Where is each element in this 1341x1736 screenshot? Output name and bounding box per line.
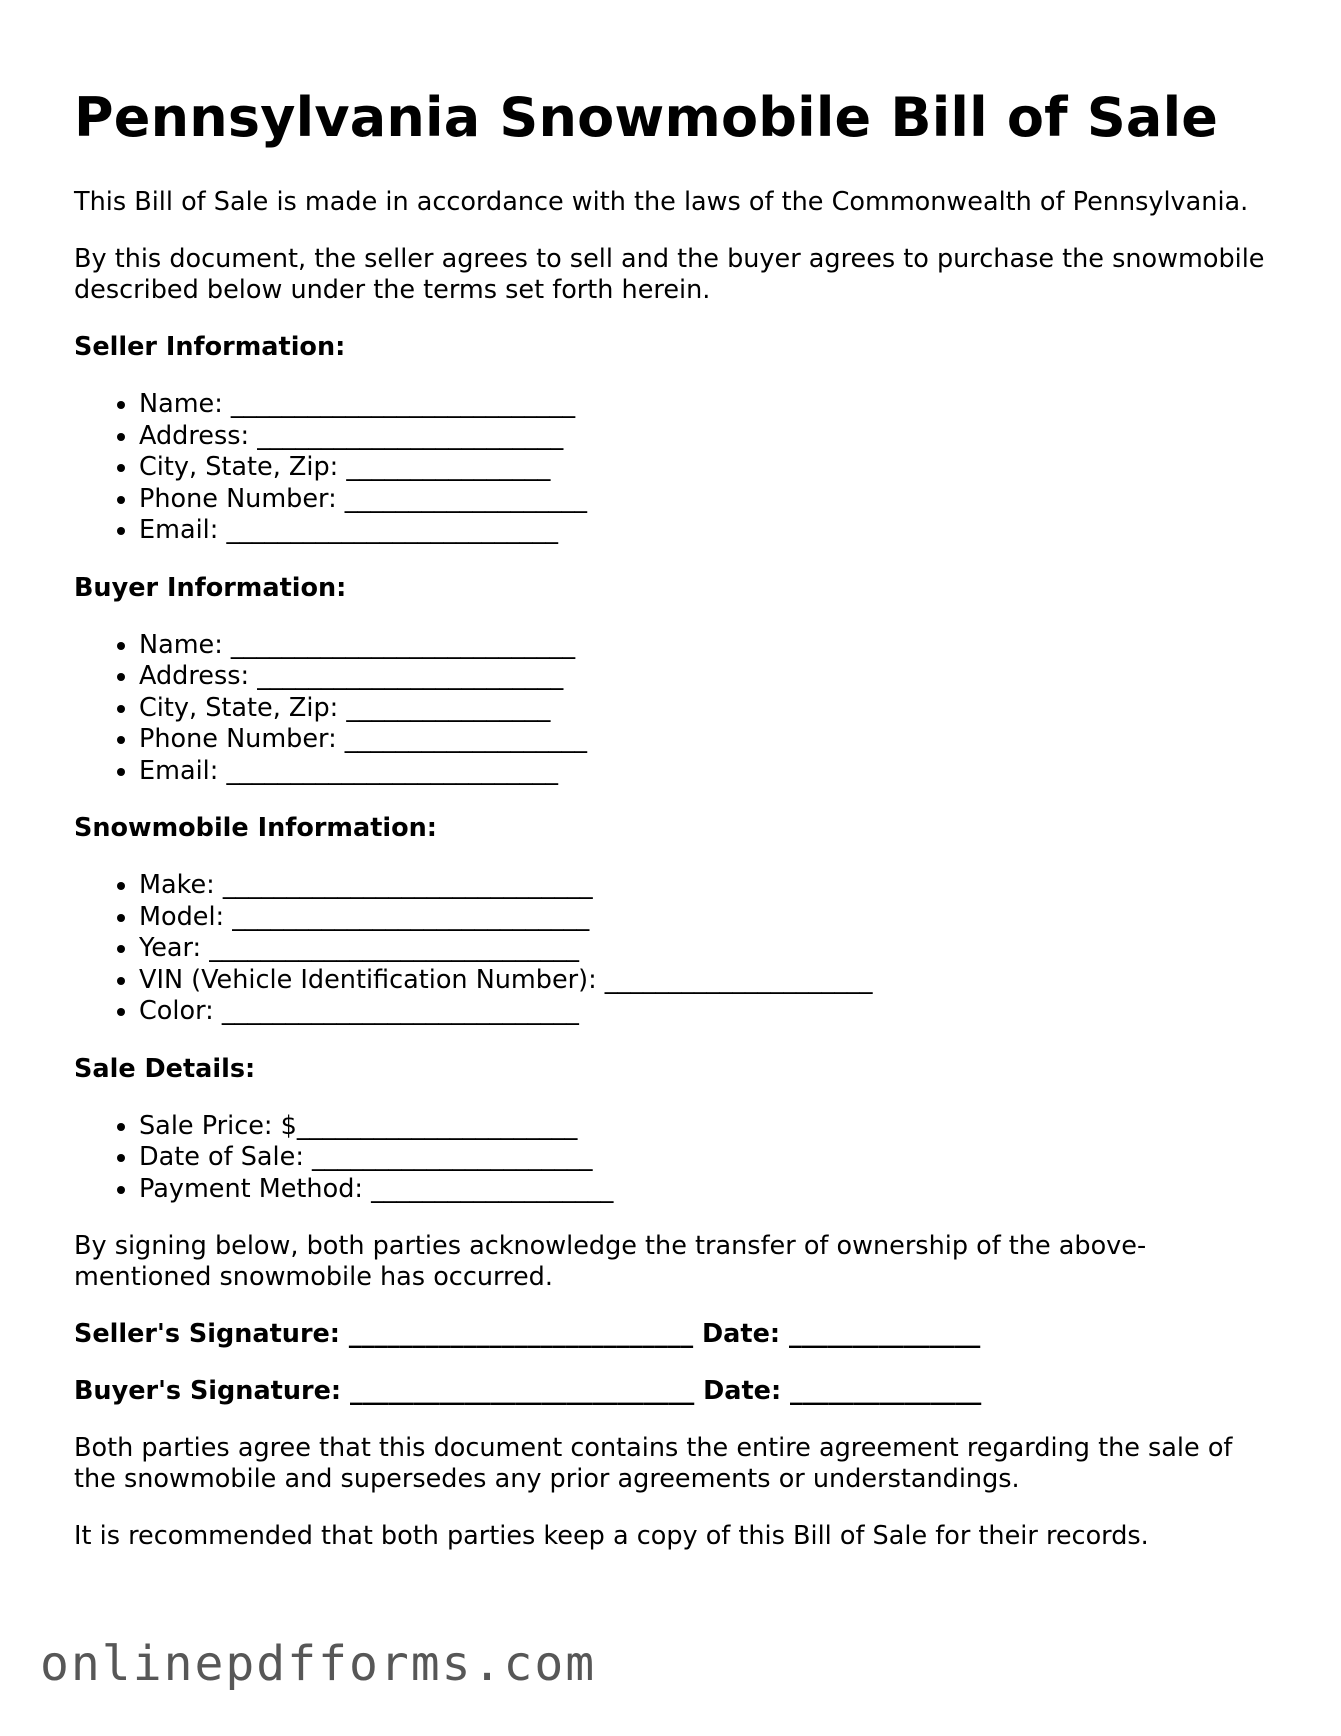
seller-name-field[interactable]: • Name: ___________________________: [139, 389, 1274, 421]
snowmobile-vin-field[interactable]: • VIN (Vehicle Identification Number): _____________________: [139, 965, 1274, 997]
seller-fields-list: [74, 389, 1274, 547]
snowmobile-year-field[interactable]: • Year: _____________________________: [139, 933, 1274, 965]
buyer-address-field[interactable]: • Address: ________________________: [139, 661, 1274, 693]
closing-paragraph-2: It is recommended that both parties keep a copy of this Bill of Sale for their records.: [74, 1521, 1149, 1552]
buyer-section-heading: Buyer Information:: [74, 572, 347, 603]
snowmobile-make-field[interactable]: • Make: _____________________________: [139, 870, 1274, 902]
payment-method-field[interactable]: • Payment Method: ___________________: [139, 1174, 1274, 1206]
buyer-city-state-zip-field[interactable]: • City, State, Zip: ________________: [139, 693, 1274, 725]
snowmobile-section-heading: Snowmobile Information:: [74, 813, 438, 844]
buyer-name-field[interactable]: • Name: ___________________________: [139, 630, 1274, 662]
seller-phone-field[interactable]: • Phone Number: ___________________: [139, 484, 1274, 516]
seller-section-heading: Seller Information:: [74, 332, 346, 363]
seller-city-state-zip-field[interactable]: • City, State, Zip: ________________: [139, 452, 1274, 484]
watermark-logo: onlinepdfforms.com: [40, 1636, 597, 1692]
snowmobile-color-field[interactable]: • Color: ____________________________: [139, 996, 1274, 1028]
buyer-phone-field[interactable]: • Phone Number: ___________________: [139, 724, 1274, 756]
closing-paragraph-1: Both parties agree that this document contains the entire agreement regarding the sale of the snowmobile and supersedes any prior agreements or understandings.: [74, 1433, 1233, 1495]
document-title: Pennsylvania Snowmobile Bill of Sale: [74, 86, 1219, 149]
sale-fields-list: [74, 1111, 1274, 1206]
seller-signature-line[interactable]: Seller's Signature: ___________________________ Date: _______________: [74, 1319, 981, 1350]
buyer-email-field[interactable]: • Email: __________________________: [139, 756, 1274, 788]
snowmobile-model-field[interactable]: • Model: ____________________________: [139, 902, 1274, 934]
intro-paragraph-2: By this document, the seller agrees to sell and the buyer agrees to purchase the snowmobile described below under the terms set forth herein.: [74, 244, 1265, 306]
intro-paragraph-1: This Bill of Sale is made in accordance with the laws of the Commonwealth of Pennsylvania.: [74, 187, 1249, 218]
document-page: [74, 88, 1274, 1578]
sale-section-heading: Sale Details:: [74, 1053, 256, 1084]
snowmobile-fields-list: [74, 870, 1274, 1028]
seller-address-field[interactable]: • Address: ________________________: [139, 421, 1274, 453]
seller-email-field[interactable]: • Email: __________________________: [139, 515, 1274, 547]
buyer-signature-line[interactable]: Buyer's Signature: ___________________________ Date: _______________: [74, 1376, 982, 1407]
acknowledgment-paragraph: By signing below, both parties acknowledge the transfer of ownership of the above-mentioned snowmobile has occurred.: [74, 1231, 1147, 1293]
sale-price-field[interactable]: • Sale Price: $______________________: [139, 1111, 1274, 1143]
sale-date-field[interactable]: • Date of Sale: ______________________: [139, 1142, 1274, 1174]
buyer-fields-list: [74, 630, 1274, 788]
